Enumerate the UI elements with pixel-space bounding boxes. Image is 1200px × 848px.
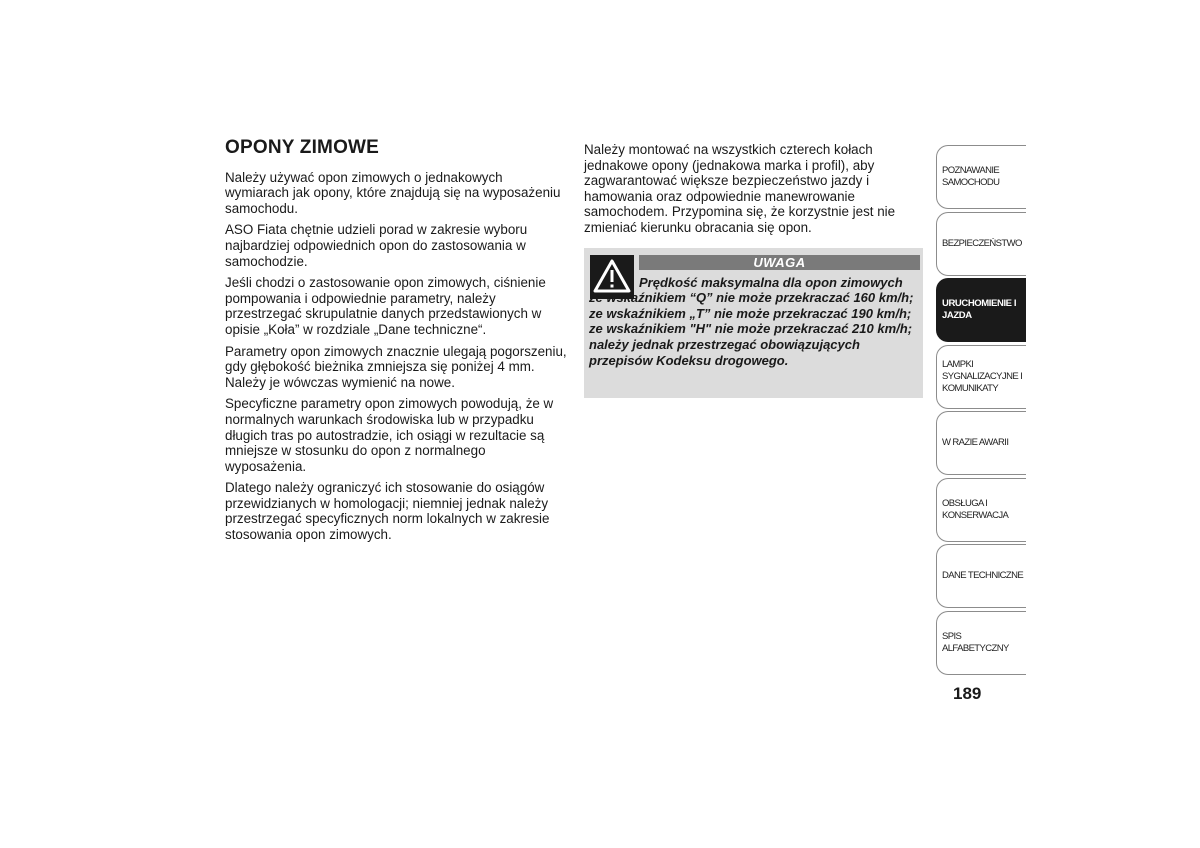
tab-label: SPIS ALFABETYCZNY	[942, 630, 1009, 654]
left-column	[225, 137, 570, 549]
tab-label: OBSŁUGA I KONSERWACJA	[942, 497, 1009, 521]
paragraph: Należy używać opon zimowych o jednakowych wymiarach jak opony, które znajdują się na wyposażeniu samochodu.	[225, 169, 561, 216]
tab-obsluga-i-konserwacja[interactable]	[936, 478, 1026, 542]
tab-label: POZNAWANIE SAMOCHODU	[942, 165, 1000, 188]
paragraph: Dlatego należy ograniczyć ich stosowanie do osiągów przewidzianych w homologacji; niemniej jednak należy przestrzegać specyficznych norm lokalnych w zakresie stosowania opon zimowych.	[225, 480, 550, 543]
paragraph: Jeśli chodzi o zastosowanie opon zimowych, ciśnienie pompowania i odpowiednie parametry, należy przestrzegać skrupulatnie danych przedstawionych w opisie „Koła” w rozdziale „Dane techniczne“.	[225, 275, 546, 337]
tab-dane-techniczne[interactable]	[936, 544, 1026, 608]
tab-label: DANE TECHNICZNE	[942, 570, 1024, 581]
tab-bezpieczenstwo[interactable]	[936, 212, 1026, 276]
right-column	[584, 142, 924, 398]
tab-label: URUCHOMIENIE I JAZDA	[942, 298, 1017, 321]
tab-uruchomienie-i-jazda[interactable]	[936, 278, 1026, 342]
warning-text: Prędkość maksymalna dla opon zimowych ze wskaźnikiem “Q” nie może przekraczać 160 km/h; ze wskaźnikiem „T” nie może przekraczać 190 km/h; ze wskaźnikiem "H" nie może przekraczać 210 km/h; należy jednak przestrzegać obowiązujących przepisów Kodeksu drogowego.	[589, 274, 914, 368]
tab-label: BEZPIECZEŃSTWO	[942, 237, 1022, 249]
warning-title: UWAGA	[639, 255, 920, 270]
tab-label: W RAZIE AWARII	[942, 437, 1009, 448]
page-number: 189	[953, 684, 982, 703]
tab-poznawanie-samochodu[interactable]	[936, 145, 1026, 209]
tab-label: LAMPKI SYGNALIZACYJNE I KOMUNIKATY	[942, 358, 1023, 394]
tab-lampki-sygnalizacyjne[interactable]	[936, 345, 1026, 409]
paragraph: ASO Fiata chętnie udzieli porad w zakresie wyboru najbardziej odpowiednich opon do zastosowania w samochodzie.	[225, 222, 528, 269]
chapter-tabs	[936, 145, 1026, 677]
tab-spis-alfabetyczny[interactable]	[936, 611, 1026, 675]
tab-w-razie-awarii[interactable]	[936, 411, 1026, 475]
paragraph: Należy montować na wszystkich czterech kołach jednakowe opony (jednakowa marka i profil), aby zagwarantować większe bezpieczeństwo jazdy i hamowania oraz odpowiednie manewrowanie samochodem. Przypomina się, że korzystnie jest nie zmieniać kierunku obracania się opon.	[584, 142, 896, 235]
warning-box	[584, 248, 923, 398]
section-heading: OPONY ZIMOWE	[225, 137, 380, 158]
paragraph: Specyficzne parametry opon zimowych powodują, że w normalnych warunkach środowiska lub w przypadku długich tras po autostradzie, ich osiągi w rezultacie są mniejsze w stosunku do opon z normalnego wyposażenia.	[225, 396, 554, 474]
paragraph: Parametry opon zimowych znacznie ulegają pogorszeniu, gdy głębokość bieżnika zmniejsza się poniżej 4 mm. Należy je wówczas wymienić na nowe.	[225, 343, 567, 390]
